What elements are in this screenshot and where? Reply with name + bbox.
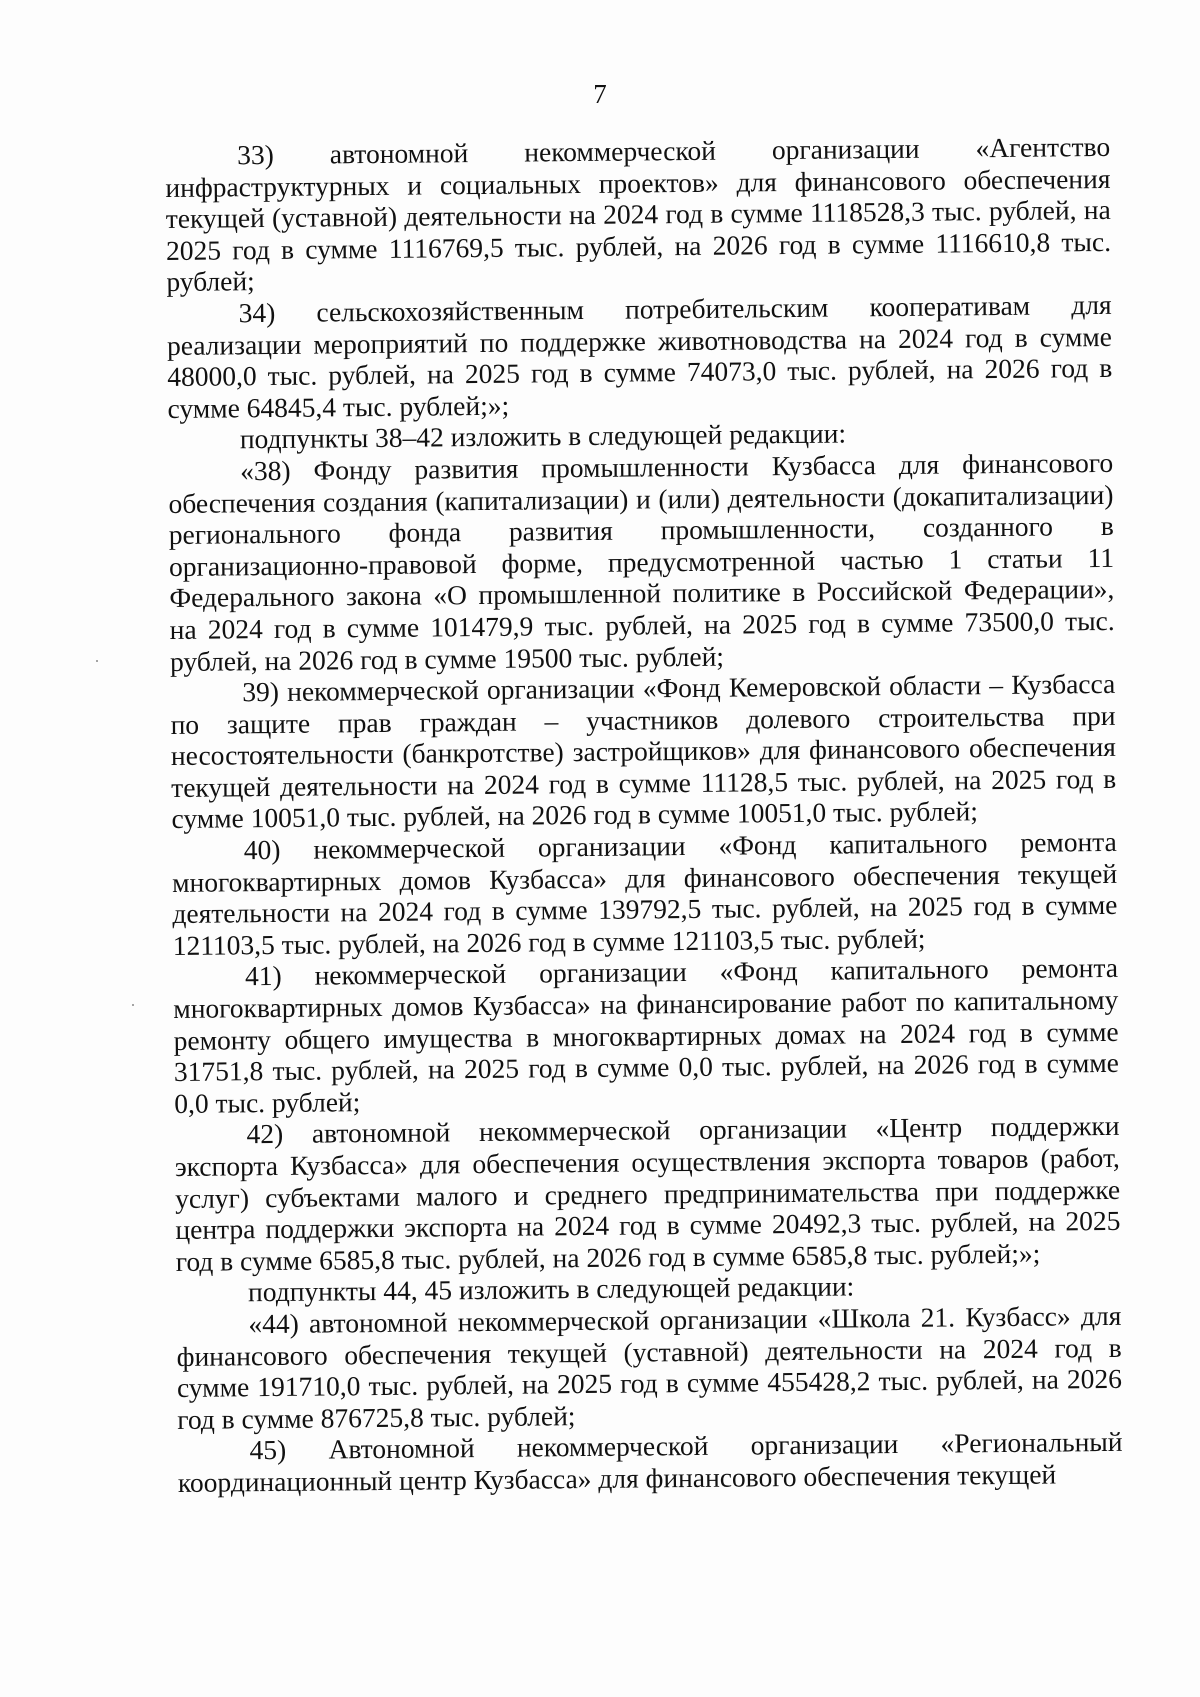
paragraph-item-33: 33) автономной некоммерческой организации «Агентство инфраструктурных и социальных проектов» для финансового обеспечения текущей (уставной) деятельности на 2024 год в сумме 1118528,3 тыс. рублей, на 2025 год в сумме 1116769,5 тыс. рублей, на 2026 год в сумме 1116610,8 тыс. рублей;: [165, 130, 1112, 298]
paragraph-item-42: 42) автономной некоммерческой организации «Центр поддержки экспорта Кузбасса» для обеспечения осуществления экспорта товаров (работ, услуг) субъектами малого и среднего предпринимательства при поддержке центра поддержки экспорта на 2024 год в сумме 20492,3 тыс. рублей, на 2025 год в сумме 6585,8 тыс. рублей, на 2026 год в сумме 6585,8 тыс. рублей;»;: [174, 1110, 1121, 1277]
paragraph-item-41: 41) некоммерческой организации «Фонд капитального ремонта многоквартирных домов Кузбасса» на финансирование работ по капитальному ремонту общего имущества в многоквартирных домах на 2024 год в сумме 31751,8 тыс. рублей, на 2025 год в сумме 0,0 тыс. рублей, на 2026 год в сумме 0,0 тыс. рублей;: [173, 952, 1120, 1119]
scan-speck: [96, 660, 98, 662]
paragraph-instruction-44-45: подпункты 44, 45 изложить в следующей редакции:: [247, 1270, 855, 1308]
scan-speck: [132, 1004, 134, 1006]
paragraph-item-44: «44) автономной некоммерческой организации «Школа 21. Кузбасс» для финансового обеспечения текущей (уставной) деятельности на 2024 год в сумме 191710,0 тыс. рублей, на 2025 год в сумме 455428,2 тыс. рублей, на 2026 год в сумме 876725,8 тыс. рублей;: [176, 1299, 1123, 1435]
paragraph-item-39: 39) некоммерческой организации «Фонд Кемеровской области – Кузбасса по защите прав граждан – участников долевого строительства при несостоятельности (банкротстве) застройщиков» для финансового обеспечения текущей деятельности на 2024 год в сумме 11128,5 тыс. рублей, на 2025 год в сумме 10051,0 тыс. рублей, на 2026 год в сумме 10051,0 тыс. рублей;: [170, 667, 1117, 835]
paragraph-item-34: 34) сельскохозяйственным потребительским кооперативам для реализации мероприятий по поддержке животноводства на 2024 год в сумме 48000,0 тыс. рублей, на 2025 год в сумме 74073,0 тыс. рублей, на 2026 год в сумме 64845,4 тыс. рублей;»;: [166, 288, 1113, 424]
paragraph-item-38: «38) Фонду развития промышленности Кузбасса для финансового обеспечения создания (капитализации) и (или) деятельности (докапитализации) регионального фонда развития промышленности, созданного в организационно-правовой форме, предусмотренной частью 1 статьи 11 Федерального закона «О промышленной политике в Российской Федерации», на 2024 год в сумме 101479,9 тыс. рублей, на 2025 год в сумме 73500,0 тыс. рублей, на 2026 год в сумме 19500 тыс. рублей;: [168, 446, 1115, 677]
paragraph-item-45: 45) Автономной некоммерческой организации «Региональный координационный центр Кузбасса» для финансового обеспечения текущей: [177, 1426, 1123, 1498]
paragraph-item-40: 40) некоммерческой организации «Фонд капитального ремонта многоквартирных домов Кузбасса» для финансового обеспечения текущей деятельности на 2024 год в сумме 139792,5 тыс. рублей, на 2025 год в сумме 121103,5 тыс. рублей, на 2026 год в сумме 121103,5 тыс. рублей;: [171, 825, 1118, 961]
document-body: [165, 131, 1123, 1499]
page-number: 7: [593, 79, 607, 109]
paragraph-instruction-38-42: подпункты 38–42 изложить в следующей редакции:: [239, 417, 847, 455]
